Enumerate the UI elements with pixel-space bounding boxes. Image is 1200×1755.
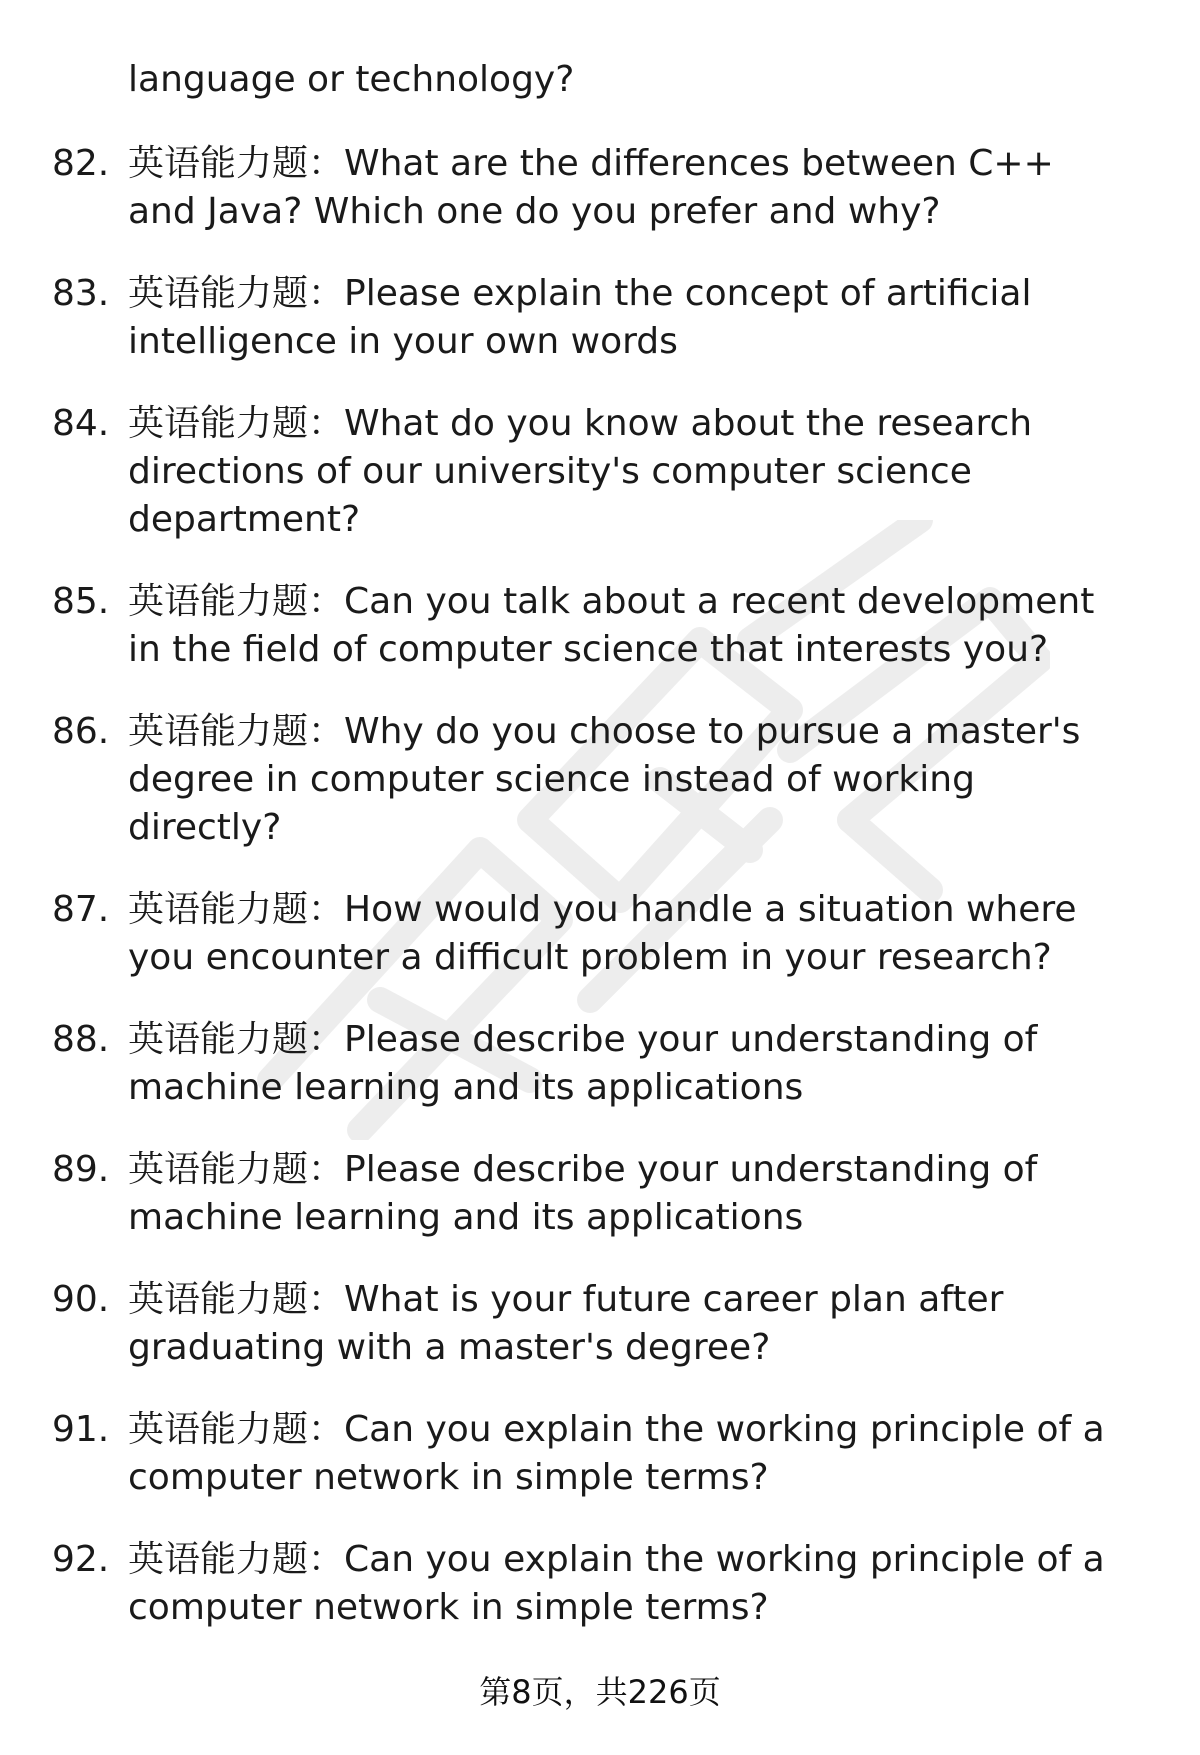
question-number: 86.	[52, 711, 110, 752]
question-body	[128, 140, 1128, 236]
question-text: Please describe your understanding of machine learning and its applications	[128, 1149, 1038, 1238]
question-text: Please explain the concept of artificial intelligence in your own words	[128, 273, 1032, 362]
question-text: Can you explain the working principle of a computer network in simple terms?	[128, 1409, 1105, 1498]
question-tag: 英语能力题：	[128, 273, 345, 314]
question-number: 92.	[52, 1539, 110, 1580]
question-text: Why do you choose to pursue a master's degree in computer science instead of working directly?	[128, 711, 1081, 848]
question-tag: 英语能力题：	[128, 1019, 345, 1060]
question-text: What are the differences between C++ and Java? Which one do you prefer and why?	[128, 143, 1054, 232]
question-tag: 英语能力题：	[128, 1149, 345, 1190]
question-number: 83.	[52, 273, 110, 314]
question-number: 90.	[52, 1279, 110, 1320]
question-tag: 英语能力题：	[128, 1539, 345, 1580]
question-tag: 英语能力题：	[128, 711, 345, 752]
question-item	[0, 886, 1200, 982]
question-number: 88.	[52, 1019, 110, 1060]
question-item	[0, 400, 1200, 544]
question-body	[128, 708, 1128, 852]
question-number: 85.	[52, 581, 110, 622]
question-number: 91.	[52, 1409, 110, 1450]
question-item	[0, 708, 1200, 852]
question-item	[0, 1536, 1200, 1632]
question-item	[0, 1016, 1200, 1112]
question-number: 84.	[52, 403, 110, 444]
continuation-text: language or technology?	[128, 59, 575, 100]
question-text: What do you know about the research directions of our university's computer science department?	[128, 403, 1033, 540]
question-body	[128, 578, 1128, 674]
question-number: 82.	[52, 143, 110, 184]
question-body	[128, 886, 1128, 982]
question-text: How would you handle a situation where you encounter a difficult problem in your research?	[128, 889, 1077, 978]
question-item	[0, 1406, 1200, 1502]
question-item	[0, 270, 1200, 366]
question-item	[0, 1146, 1200, 1242]
question-item	[0, 140, 1200, 236]
question-number: 87.	[52, 889, 110, 930]
question-item	[0, 578, 1200, 674]
question-tag: 英语能力题：	[128, 1279, 345, 1320]
question-tag: 英语能力题：	[128, 403, 345, 444]
question-body	[128, 1276, 1128, 1372]
question-body	[128, 1406, 1128, 1502]
question-text: Can you explain the working principle of a computer network in simple terms?	[128, 1539, 1105, 1628]
question-number: 89.	[52, 1149, 110, 1190]
question-tag: 英语能力题：	[128, 143, 345, 184]
question-body	[128, 400, 1128, 544]
question-tag: 英语能力题：	[128, 581, 345, 622]
question-item	[0, 1276, 1200, 1372]
question-body	[128, 1536, 1128, 1632]
question-tag: 英语能力题：	[128, 1409, 345, 1450]
question-body	[128, 1016, 1128, 1112]
question-list	[0, 140, 1200, 1666]
question-body	[128, 1146, 1128, 1242]
page-number-footer: 第8页，共226页	[479, 1673, 721, 1711]
question-text: What is your future career plan after graduating with a master's degree?	[128, 1279, 1004, 1368]
question-text: Please describe your understanding of machine learning and its applications	[128, 1019, 1038, 1108]
question-body	[128, 270, 1128, 366]
question-tag: 英语能力题：	[128, 889, 345, 930]
question-text: Can you talk about a recent development in the field of computer science that interests you?	[128, 581, 1095, 670]
